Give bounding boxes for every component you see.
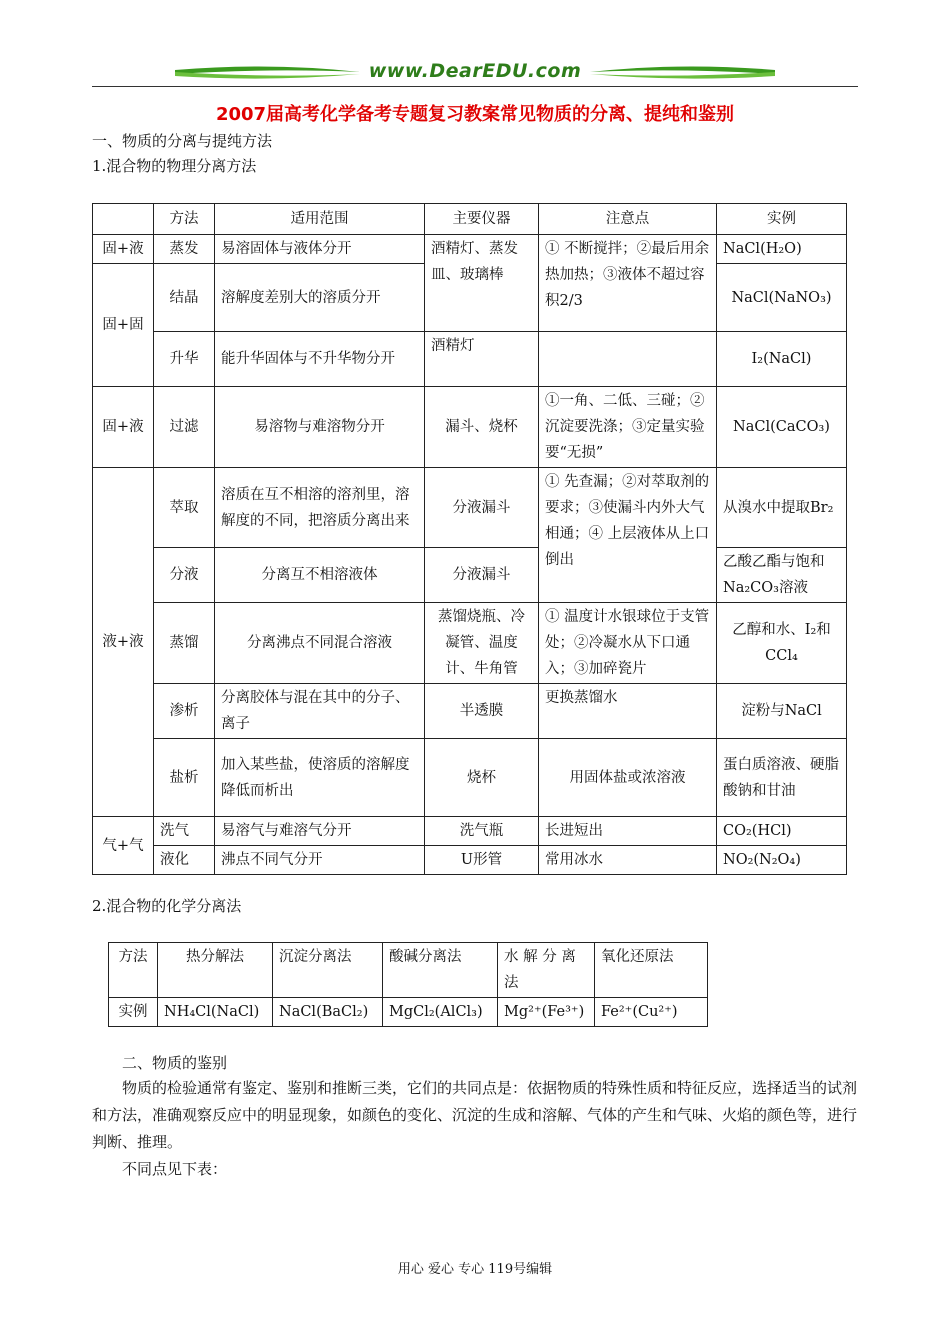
- section1-sub2: 2.混合物的化学分离法: [92, 897, 242, 915]
- apparatus-cell: 酒精灯、蒸发皿、玻璃棒: [425, 235, 539, 332]
- method-cell: 蒸馏: [154, 603, 215, 684]
- method-cell: 结晶: [154, 264, 215, 332]
- scope-cell: 分离胶体与混在其中的分子、离子: [215, 684, 425, 739]
- method-cell: 液化: [154, 846, 215, 875]
- header-cell: [93, 204, 154, 235]
- method-cell: 升华: [154, 332, 215, 387]
- header-divider: [92, 86, 858, 87]
- apparatus-cell: 半透膜: [425, 684, 539, 739]
- example-cell: 淀粉与NaCl: [717, 684, 847, 739]
- method-cell: 水 解 分 离 法: [498, 943, 595, 998]
- example-cell: NaCl(BaCl₂): [273, 998, 383, 1027]
- site-logo: [170, 58, 780, 88]
- example-label-cell: 实例: [109, 998, 158, 1027]
- notes-cell: 更换蒸馏水: [539, 684, 717, 739]
- header-cell: 适用范围: [215, 204, 425, 235]
- apparatus-cell: 烧杯: [425, 739, 539, 817]
- table-row: [93, 468, 847, 548]
- example-cell: NO₂(N₂O₄): [717, 846, 847, 875]
- apparatus-cell: 洗气瓶: [425, 817, 539, 846]
- chemical-separation-table: [108, 942, 708, 1027]
- table-row: [93, 684, 847, 739]
- method-cell: 沉淀分离法: [273, 943, 383, 998]
- table-row: [93, 387, 847, 468]
- method-cell: 渗析: [154, 684, 215, 739]
- notes-cell: 用固体盐或浓溶液: [539, 739, 717, 817]
- notes-cell: [539, 332, 717, 387]
- apparatus-cell: 酒精灯: [425, 332, 539, 387]
- table-row: [109, 998, 708, 1027]
- table-row: [93, 817, 847, 846]
- example-cell: 蛋白质溶液、硬脂酸钠和甘油: [717, 739, 847, 817]
- notes-cell: ① 温度计水银球位于支管处；②冷凝水从下口通入；③加碎瓷片: [539, 603, 717, 684]
- example-cell: NaCl(CaCO₃): [717, 387, 847, 468]
- table-header-row: [93, 204, 847, 235]
- table-row: [93, 603, 847, 684]
- table-row: [93, 739, 847, 817]
- section1-sub1: 1.混合物的物理分离方法: [92, 157, 257, 175]
- method-cell: 酸碱分离法: [383, 943, 498, 998]
- group-cell: 液+液: [93, 468, 154, 817]
- notes-cell: 常用冰水: [539, 846, 717, 875]
- physical-separation-table: [92, 203, 847, 875]
- scope-cell: 溶质在互不相溶的溶剂里，溶解度的不同，把溶质分离出来: [215, 468, 425, 548]
- example-cell: CO₂(HCl): [717, 817, 847, 846]
- method-label-cell: 方法: [109, 943, 158, 998]
- header-cell: 实例: [717, 204, 847, 235]
- method-cell: 萃取: [154, 468, 215, 548]
- table-row: [93, 846, 847, 875]
- group-cell: 固+固: [93, 264, 154, 387]
- group-cell: 气+气: [93, 817, 154, 875]
- example-cell: NH₄Cl(NaCl): [158, 998, 273, 1027]
- page-footer: 用心 爱心 专心 119号编辑: [397, 1262, 553, 1277]
- scope-cell: 能升华固体与不升华物分开: [215, 332, 425, 387]
- example-cell: 乙醇和水、I₂和CCl₄: [717, 603, 847, 684]
- example-cell: MgCl₂(AlCl₃): [383, 998, 498, 1027]
- table-row: [93, 332, 847, 387]
- table-row: [109, 943, 708, 998]
- method-cell: 蒸发: [154, 235, 215, 264]
- scope-cell: 溶解度差别大的溶质分开: [215, 264, 425, 332]
- method-cell: 盐析: [154, 739, 215, 817]
- example-cell: NaCl(NaNO₃): [717, 264, 847, 332]
- apparatus-cell: 蒸馏烧瓶、冷凝管、温度计、牛角管: [425, 603, 539, 684]
- section2-heading: 二、物质的鉴别: [122, 1054, 228, 1072]
- apparatus-cell: 漏斗、烧杯: [425, 387, 539, 468]
- notes-cell: ① 先查漏；②对萃取剂的要求；③使漏斗内外大气相通；④ 上层液体从上口倒出: [539, 468, 717, 603]
- scope-cell: 易溶物与难溶物分开: [215, 387, 425, 468]
- scope-cell: 沸点不同气分开: [215, 846, 425, 875]
- scope-cell: 分离互不相溶液体: [215, 548, 425, 603]
- scope-cell: 易溶固体与液体分开: [215, 235, 425, 264]
- method-cell: 过滤: [154, 387, 215, 468]
- section2-paragraph: 物质的检验通常有鉴定、鉴别和推断三类，它们的共同点是：依据物质的特殊性质和特征反应，选择适当的试剂和方法，准确观察反应中的明显现象，如颜色的变化、沉淀的生成和溶解、气体的产生和气味、火焰的颜色等，进行判断、推理。: [92, 1079, 858, 1151]
- example-cell: NaCl(H₂O): [717, 235, 847, 264]
- example-cell: 从溴水中提取Br₂: [717, 468, 847, 548]
- group-cell: 固+液: [93, 387, 154, 468]
- apparatus-cell: U形管: [425, 846, 539, 875]
- notes-cell: ① 不断搅拌；②最后用余热加热；③液体不超过容积2/3: [539, 235, 717, 332]
- scope-cell: 分离沸点不同混合溶液: [215, 603, 425, 684]
- group-cell: 固+液: [93, 235, 154, 264]
- section1-heading: 一、物质的分离与提纯方法: [92, 132, 273, 150]
- table-row: [93, 548, 847, 603]
- section2-note: 不同点见下表：: [122, 1160, 228, 1178]
- example-cell: Mg²⁺(Fe³⁺): [498, 998, 595, 1027]
- method-cell: 洗气: [154, 817, 215, 846]
- example-cell: I₂(NaCl): [717, 332, 847, 387]
- example-cell: Fe²⁺(Cu²⁺): [595, 998, 708, 1027]
- header-cell: 注意点: [539, 204, 717, 235]
- header-cell: 方法: [154, 204, 215, 235]
- example-cell: 乙酸乙酯与饱和Na₂CO₃溶液: [717, 548, 847, 603]
- table-row: [93, 235, 847, 264]
- method-cell: 热分解法: [158, 943, 273, 998]
- method-cell: 氧化还原法: [595, 943, 708, 998]
- apparatus-cell: 分液漏斗: [425, 468, 539, 548]
- page-title: 2007届高考化学备考专题复习教案常见物质的分离、提纯和鉴别: [215, 104, 735, 125]
- scope-cell: 加入某些盐，使溶质的溶解度降低而析出: [215, 739, 425, 817]
- notes-cell: ①一角、二低、三碰；②沉淀要洗涤；③定量实验要“无损”: [539, 387, 717, 468]
- header-cell: 主要仪器: [425, 204, 539, 235]
- notes-cell: 长进短出: [539, 817, 717, 846]
- logo-text: www.DearEDU.com: [368, 60, 582, 82]
- scope-cell: 易溶气与难溶气分开: [215, 817, 425, 846]
- apparatus-cell: 分液漏斗: [425, 548, 539, 603]
- method-cell: 分液: [154, 548, 215, 603]
